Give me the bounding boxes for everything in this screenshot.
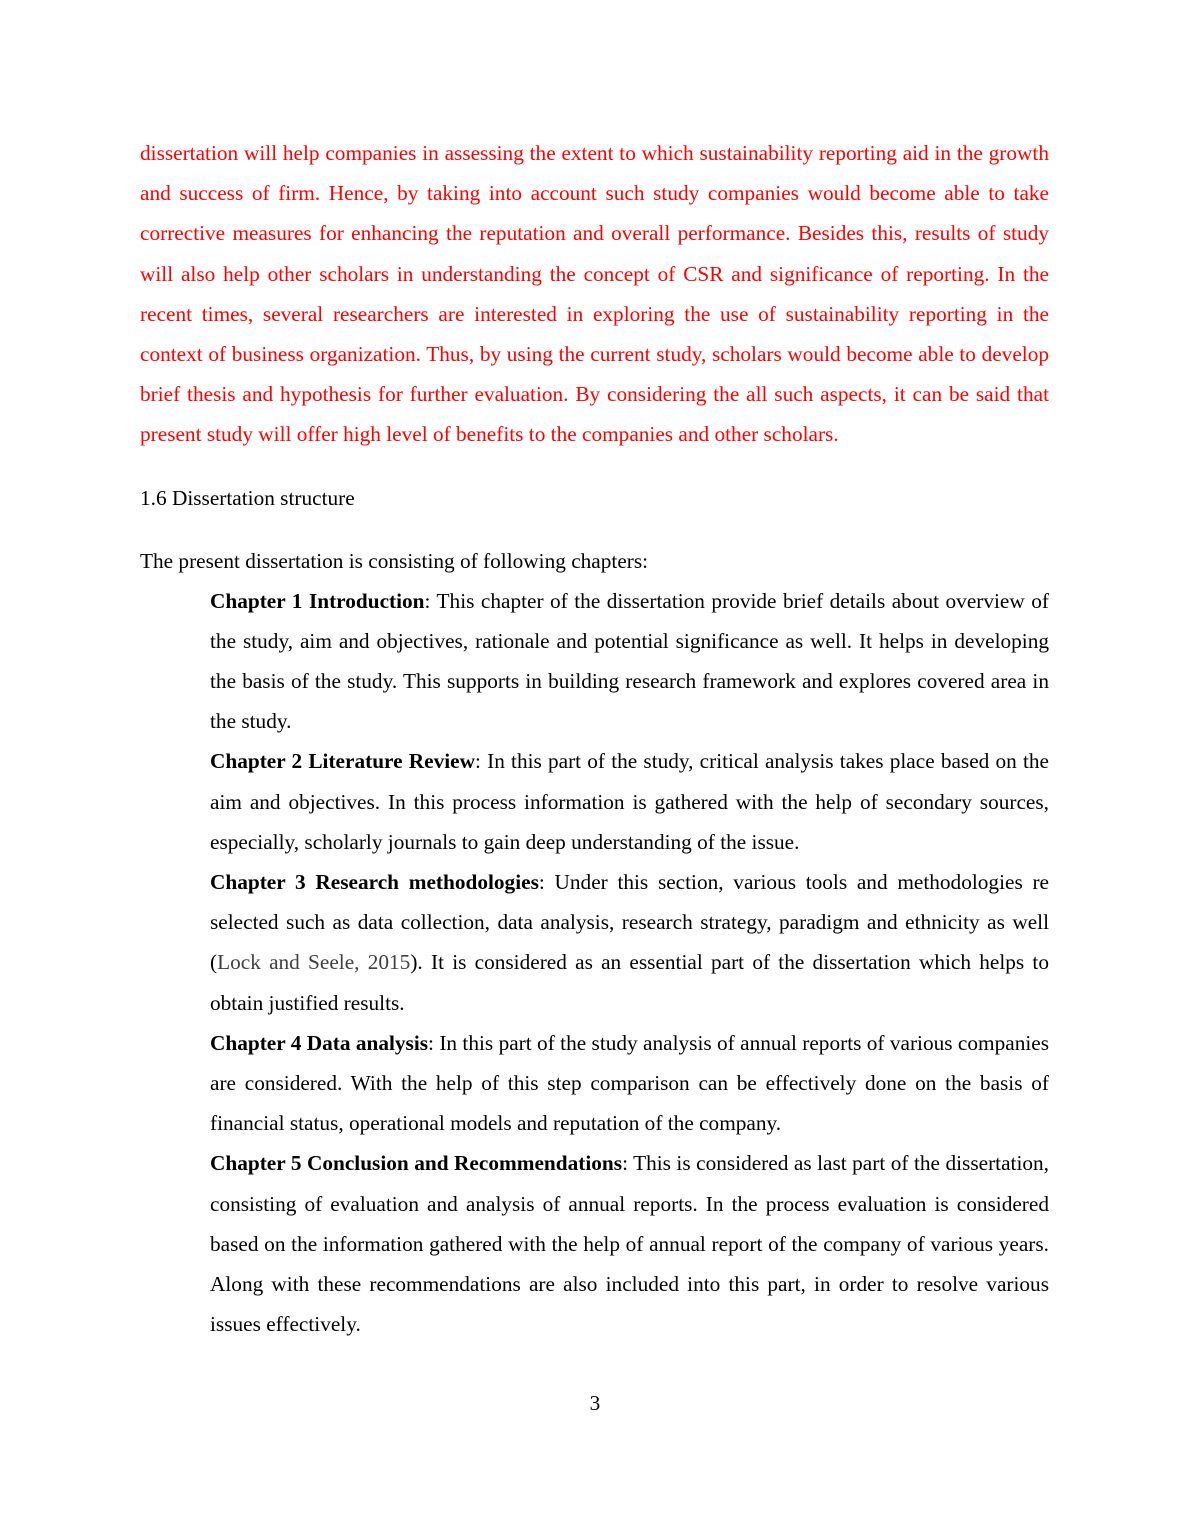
chapter-3-entry bbox=[210, 862, 1049, 1023]
chapter-5-title: Chapter 5 Conclusion and Recommendations bbox=[210, 1151, 623, 1176]
chapter-1-description: : This chapter of the dissertation provide brief details about overview of the study, aim and objectives, rationale and potential significance as well. It helps in developing the basis of the study. This supports in building research framework and explores covered area in the study. bbox=[210, 588, 1049, 734]
chapter-4-description: : In this part of the study analysis of annual reports of various companies are considered. With the help of this step comparison can be effectively done on the basis of financial status, operational models and reputation of the company. bbox=[210, 1030, 1049, 1136]
document-page bbox=[140, 133, 1049, 1344]
chapter-1-entry bbox=[210, 581, 1049, 742]
page-number: 3 bbox=[589, 1391, 601, 1415]
chapter-2-description: : In this part of the study, critical analysis takes place based on the aim and objectives. In this process information is gathered with the help of secondary sources, especially, scholarly journals to gain deep understanding of the issue. bbox=[210, 749, 1050, 854]
chapter-2-title: Chapter 2 Literature Review bbox=[210, 749, 475, 774]
intro-sentence: The present dissertation is consisting of following chapters: bbox=[140, 548, 649, 573]
section-heading: 1.6 Dissertation structure bbox=[140, 485, 355, 510]
chapter-3-description-start: : Under this section, various tools and methodologies re selected such as data collection, data analysis, research strategy, paradigm and ethnicity as well ( bbox=[210, 870, 1049, 975]
chapter-3-title: Chapter 3 Research methodologies bbox=[210, 870, 539, 895]
chapter-4-entry bbox=[210, 1023, 1049, 1144]
highlighted-paragraph: dissertation will help companies in assessing the extent to which sustainability reporting aid in the growth and success of firm. Hence, by taking into account such study companies would become able to take corrective measures for enhancing the reputation and overall performance. Besides this, results of study will also help other scholars in understanding the concept of CSR and significance of reporting. In the recent times, several researchers are interested in exploring the use of sustainability reporting in the context of business organization. Thus, by using the current study, scholars would become able to develop brief thesis and hypothesis for further evaluation. By considering the all such aspects, it can be said that present study will offer high level of benefits to the companies and other scholars. bbox=[140, 141, 1049, 447]
chapter-4-title: Chapter 4 Data analysis bbox=[210, 1030, 429, 1055]
chapter-5-description: : This is considered as last part of the dissertation, consisting of evaluation and analysis of annual reports. In the process evaluation is considered based on the information gathered with the help of annual report of the company of various years. Along with these recommendations are also included into this part, in order to resolve various issues effectively. bbox=[210, 1151, 1050, 1337]
chapter-3-citation: Lock and Seele, 2015 bbox=[217, 950, 411, 975]
chapter-3-description-end: ). It is considered as an essential part of the dissertation which helps to obtain justified results. bbox=[210, 950, 1049, 1015]
chapter-5-entry bbox=[210, 1143, 1049, 1344]
chapter-list bbox=[140, 581, 1049, 1345]
chapter-2-entry bbox=[210, 741, 1049, 862]
chapter-1-title: Chapter 1 Introduction bbox=[210, 588, 425, 613]
